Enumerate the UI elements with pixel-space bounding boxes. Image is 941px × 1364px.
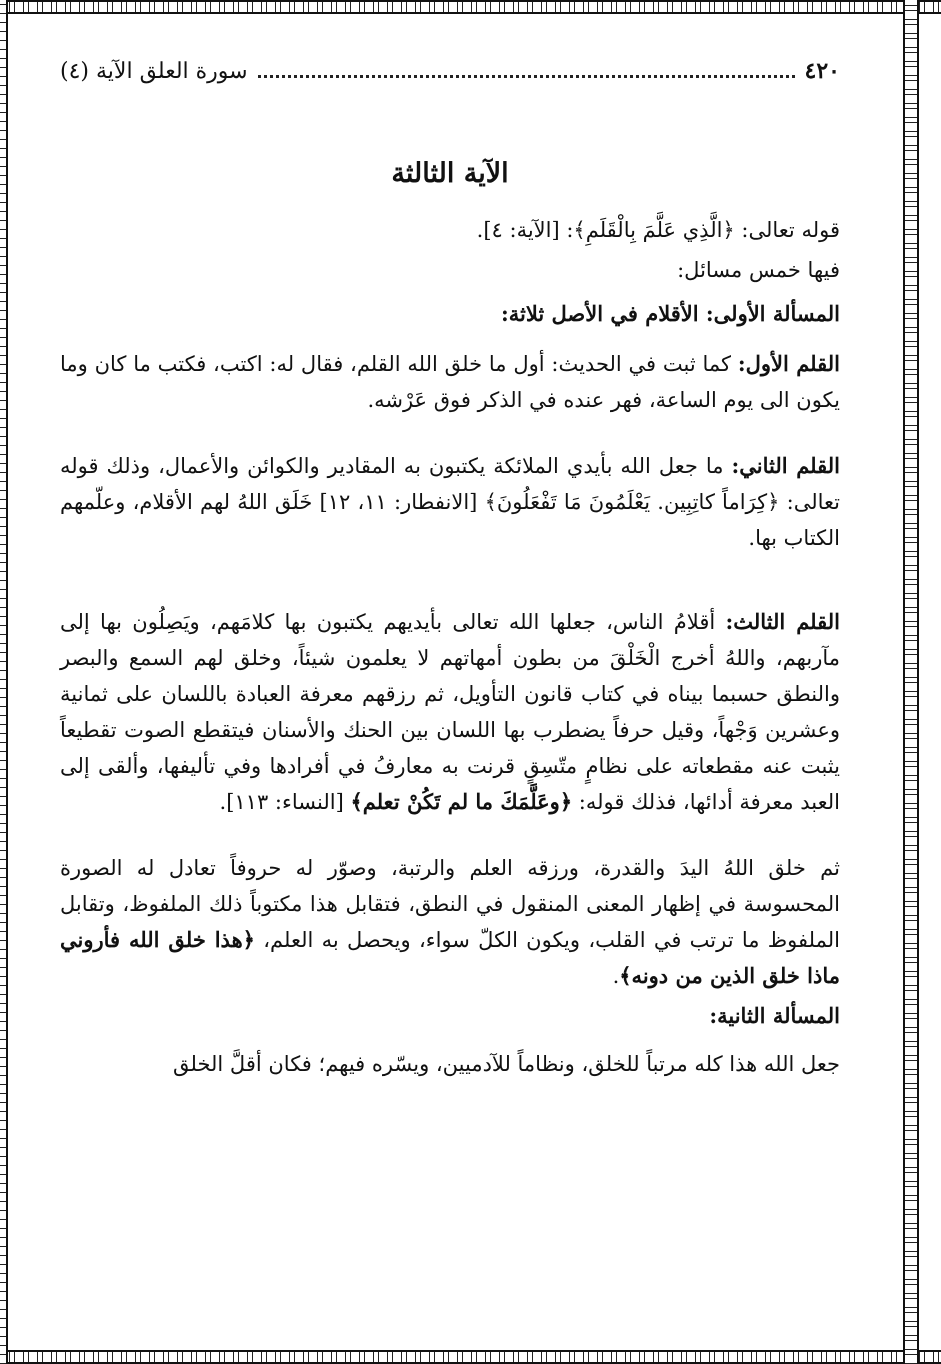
page-number: ٤٢٠ — [804, 58, 840, 84]
border-bottom — [0, 1350, 941, 1364]
pen-two-text: ما جعل الله بأيدي الملائكة يكتبون به المقادير والكوائن والأعمال، وذلك قوله تعالى: ﴿كِرَاماً كاتِبِين. يَعْلَمُونَ مَا تَفْعَلُونَ﴾ [الانفطار: ١١، ١٢] خَلَق اللهُ لهم الأقلام، وعلّمهم الكتاب بها. — [60, 454, 840, 550]
pen-three-citation: [النساء: ١١٣]. — [219, 790, 351, 814]
border-left — [0, 0, 8, 1364]
creation-text: ثم خلق اللهُ اليدَ والقدرة، ورزقه العلم والرتبة، وصوّر له حروفاً تعادل له الصورة المحسوسة في إظهار المعنى المنقول في النطق، فتقابل هذا مكتوباً ذلك الملفوظ، وتقابل الملفوظ ما ترتب في القلب، ويكون الكلّ سواء، ويحصل به العلم، — [60, 856, 840, 952]
issues-count: فيها خمس مسائل: — [677, 258, 840, 282]
creation-end: . — [612, 964, 620, 988]
page-content — [60, 58, 840, 1082]
running-head — [60, 58, 840, 98]
issue-two-text: جعل الله هذا كله مرتباً للخلق، ونظاماً للآدميين، ويسّره فيهم؛ فكان أقلَّ الخلق — [173, 1052, 840, 1076]
creation-paragraph — [60, 850, 840, 994]
section-title: الآية الثالثة — [391, 158, 509, 189]
pen-three-quote: ﴿وعَلَّمَكَ ما لم تَكُنْ تعلم﴾ — [350, 789, 573, 814]
pen-two-label: القلم الثاني: — [731, 453, 840, 478]
pen-two-paragraph — [60, 448, 840, 556]
border-top — [0, 0, 941, 14]
pen-three-label: القلم الثالث: — [725, 609, 840, 634]
running-title: سورة العلق الآية (٤) — [60, 59, 248, 84]
issue-two-heading: المسألة الثانية: — [709, 1003, 840, 1028]
verse-intro: قوله تعالى: ﴿الَّذِي عَلَّمَ بِالْقَلَمِ﴾: [الآية: ٤]. — [476, 218, 840, 242]
pen-one-paragraph — [60, 346, 840, 418]
pen-three-paragraph — [60, 604, 840, 820]
border-right — [903, 0, 919, 1364]
creation-quote: ﴿هذا خلق الله فأروني ماذا خلق الذين من دونه﴾ — [60, 927, 840, 988]
pen-one-text: كما ثبت في الحديث: أول ما خلق الله القلم، فقال له: اكتب، فكتب ما كان وما يكون الى يوم الساعة، فهر عنده في الذكر فوق عَرْشه. — [60, 352, 840, 412]
pen-one-label: القلم الأول: — [737, 351, 840, 376]
issue-one-heading: المسألة الأولى: الأقلام في الأصل ثلاثة: — [500, 301, 840, 326]
leader-dots — [258, 63, 795, 78]
pen-three-text: أقلامُ الناس، جعلها الله تعالى بأيديهم يكتبون بها كلامَهم، ويَصِلُون بها إلى مآربهم، واللهُ أخرج الْخَلْقَ من بطون أمهاتهم لا يعلمون شيئاً، وخلق لهم السمع والبصر والنطق حسبما بيناه في كتاب قانون التأويل، ثم رزقهم معرفة العبادة باللسان على ثمانية وعشرين وَجْهاً، وقيل حرفاً يضطرب بها اللسان بين الحنك والأسنان فيتقطع الصوت تقطيعاً يثبت عنه مقطعاته على نظامٍ متّسِقٍ قرنت به معارفُ في أفرادها وفي تأليفها، وألقى إلى العبد معرفة أدائها، فذلك قوله: — [60, 610, 840, 814]
